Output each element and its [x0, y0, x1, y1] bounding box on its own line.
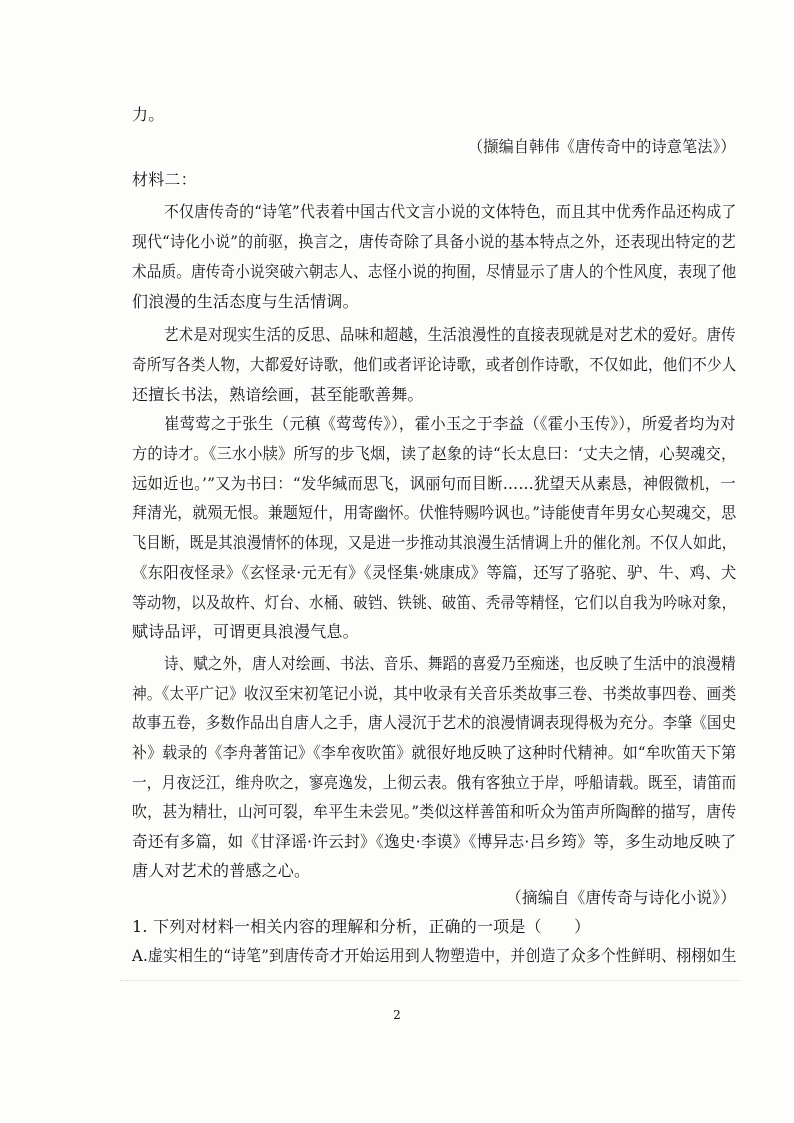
paragraph-line: 唐人对艺术的普感之心。 [132, 861, 311, 880]
paragraph-line: 奇还有多篇，如《甘泽谣·许云封》《逸史·李谟》《博异志·吕乡筠》等，多生动地反映了 [132, 832, 737, 851]
paragraph-line: 远如近也。’”又为书曰：“发华缄而思飞，讽丽句而目断……犹望天从素恳，神假微机，一 [132, 474, 736, 493]
scan-artifact [120, 980, 740, 982]
paragraph-line: 奇所写各类人物，大都爱好诗歌，他们或者评论诗歌，或者创作诗歌，不仅如此，他们不少人 [132, 355, 737, 374]
paragraph-line: 术品质。唐传奇小说突破六朝志人、志怪小说的拘囿，尽情显示了唐人的个性风度，表现了他 [132, 262, 737, 281]
paragraph-line: 们浪漫的生活态度与生活情调。 [132, 292, 359, 311]
paragraph-line: 赋诗品评，可谓更具浪漫气息。 [132, 622, 359, 641]
paragraph-line: 《东阳夜怪录》《玄怪录·元无有》《灵怪集·姚康成》等篇，还写了骆驼、驴、牛、鸡、犬 [132, 563, 737, 582]
page-number: 2 [393, 1008, 401, 1022]
paragraph-line: 等动物，以及故杵、灯台、水桶、破铛、铁铫、破笛、秃帚等精怪，它们以自我为吟咏对象， [132, 593, 737, 612]
paragraph-line: 现代“诗化小说”的前驱，换言之，唐传奇除了具备小说的基本特点之外，还表现出特定的艺 [132, 232, 736, 251]
paragraph-line: 方的诗才。《三水小牍》所写的步飞烟，读了赵象的诗“长太息曰：‘丈夫之情，心契魂交， [132, 444, 737, 463]
paragraph-line: 吹，甚为精壮，山河可裂，牟平生未尝见。”类似这样善笛和听众为笛声所陶醉的描写，唐传 [132, 802, 737, 821]
paragraph-line: 一，月夜泛江，维舟吹之，寥亮逸发，上彻云表。俄有客独立于岸，呼船请载。既至，请笛而 [132, 773, 737, 792]
paragraph-line: 诗、赋之外，唐人对绘画、书法、音乐、舞蹈的喜爱乃至痴迷，也反映了生活中的浪漫精 [164, 654, 736, 673]
paragraph-line: 还擅长书法，熟谙绘画，甚至能歌善舞。 [132, 385, 424, 404]
paragraph-line: 崔莺莺之于张生（元稹《莺莺传》），霍小玉之于李益（《霍小玉传》），所爱者均为对 [164, 414, 736, 433]
question-1: 1. 下列对材料一相关内容的理解和分析，正确的一项是（ ） [132, 917, 591, 936]
source-citation-2: （摘编自《唐传奇与诗化小说》） [506, 888, 737, 907]
continuation-text: 力。 [132, 105, 165, 124]
paragraph-line: 飞目断，既是其浪漫情怀的体现，又是进一步推动其浪漫生活情调上升的催化剂。不仅人如此， [132, 533, 737, 552]
paragraph-line: 补》载录的《李舟著笛记》《李牟夜吹笛》就很好地反映了这种时代精神。如“牟吹笛天下第 [132, 743, 737, 762]
paragraph-line: 艺术是对现实生活的反思、品味和超越，生活浪漫性的直接表现就是对艺术的爱好。唐传 [164, 325, 736, 344]
paragraph-line: 故事五卷，多数作品出自唐人之手，唐人浸沉于艺术的浪漫情调表现得极为充分。李肇《国史 [132, 713, 737, 732]
section-title: 材料二： [132, 170, 197, 189]
paragraph-line: 拜清光，就殒无恨。兼题短什，用寄幽怀。伏惟特赐吟讽也。”诗能使青年男女心契魂交，思 [132, 503, 737, 522]
paragraph-line: 不仅唐传奇的“诗笔”代表着中国古代文言小说的文体特色，而且其中优秀作品还构成了 [164, 202, 737, 221]
source-citation-1: （撷编自韩伟《唐传奇中的诗意笔法》） [468, 137, 736, 156]
option-a: A.虚实相生的“诗笔”到唐传奇才开始运用到人物塑造中，并创造了众多个性鲜明、栩栩如生 [132, 946, 737, 965]
paragraph-line: 神。《太平广记》收汉至宋初笔记小说，其中收录有关音乐类故事三卷、书类故事四卷、画类 [132, 684, 737, 703]
